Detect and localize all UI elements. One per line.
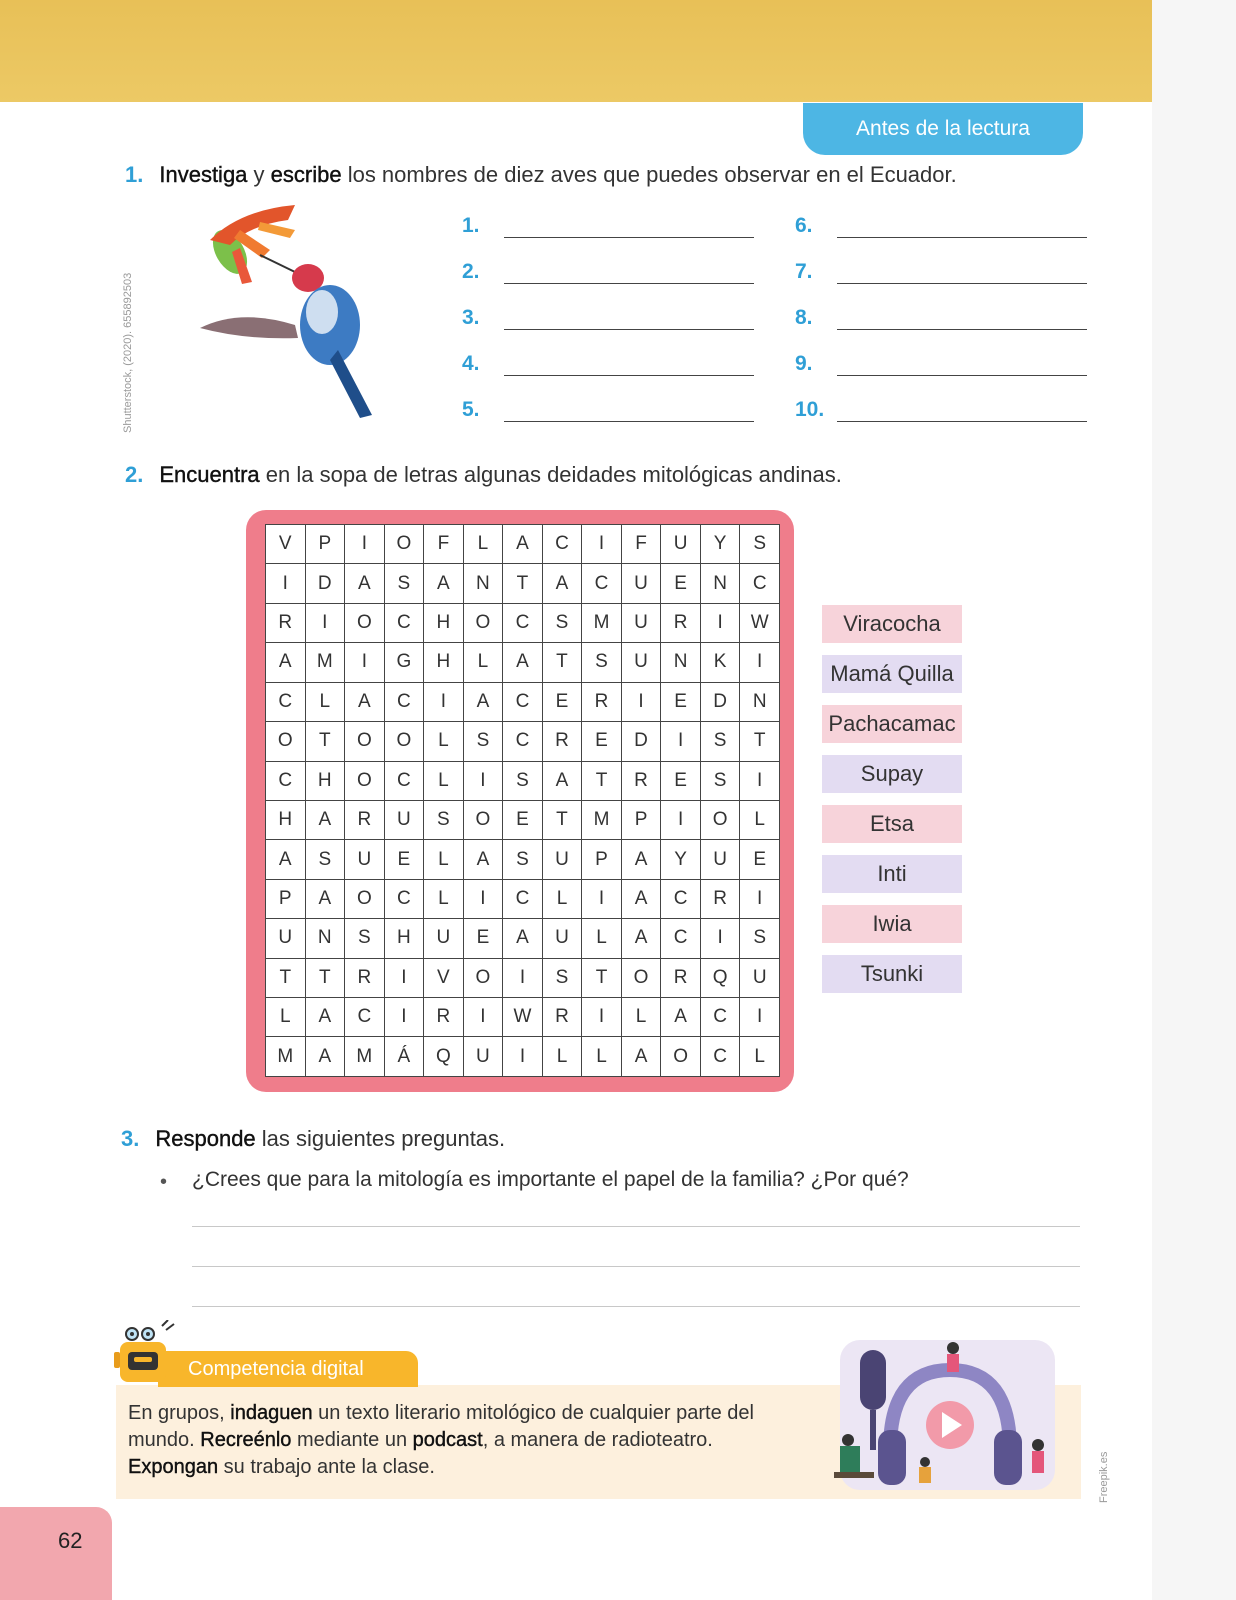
section-tab: Antes de la lectura [803,103,1083,155]
grid-cell[interactable]: U [424,919,464,958]
grid-cell[interactable]: T [740,722,780,761]
word-list-item: Inti [822,855,962,893]
grid-cell[interactable]: O [345,879,385,918]
grid-cell[interactable]: C [661,879,701,918]
grid-cell[interactable]: A [463,682,503,721]
grid-cell[interactable]: O [384,722,424,761]
grid-cell[interactable]: S [740,919,780,958]
grid-cell[interactable]: T [542,643,582,682]
answer-blank[interactable] [462,398,754,422]
grid-cell[interactable]: A [463,840,503,879]
instruction-verb: Responde [155,1126,256,1151]
grid-cell[interactable]: O [345,722,385,761]
grid-cell[interactable]: I [463,879,503,918]
grid-row [266,840,780,879]
grid-cell[interactable]: A [621,879,661,918]
blank-line [504,217,754,238]
word-list-item: Viracocha [822,605,962,643]
grid-cell[interactable]: U [661,525,701,564]
grid-cell[interactable]: U [621,603,661,642]
grid-cell[interactable]: I [345,525,385,564]
grid-cell[interactable]: C [542,525,582,564]
grid-cell[interactable]: R [582,682,622,721]
grid-cell[interactable]: A [542,761,582,800]
instruction-text: las siguientes preguntas. [255,1126,506,1151]
grid-cell[interactable]: T [266,958,306,997]
grid-cell[interactable]: L [582,919,622,958]
grid-cell[interactable]: I [463,761,503,800]
grid-cell[interactable]: E [740,840,780,879]
grid-cell[interactable]: M [305,643,345,682]
blank-line [504,355,754,376]
grid-cell[interactable]: I [463,998,503,1037]
grid-cell[interactable]: S [542,603,582,642]
blank-line [837,217,1087,238]
answer-line[interactable] [192,1266,1080,1267]
emphasis-text: Recreénlo [200,1429,292,1451]
text-span: En grupos, [128,1402,231,1424]
grid-cell[interactable]: L [424,722,464,761]
grid-cell[interactable]: U [266,919,306,958]
blank-number: 2. [462,260,480,283]
grid-cell[interactable]: W [740,603,780,642]
blank-number: 8. [795,306,813,329]
grid-cell[interactable]: I [384,958,424,997]
instruction-verb: escribe [270,162,342,187]
grid-cell[interactable]: C [503,722,543,761]
grid-cell[interactable]: N [700,564,740,603]
grid-cell[interactable]: R [661,958,701,997]
grid-cell[interactable]: O [463,603,503,642]
page-edge [1152,0,1236,1600]
grid-cell[interactable]: S [503,840,543,879]
instruction-text: en la sopa de letras algunas deidades mitológicas andinas. [259,462,842,487]
grid-cell[interactable]: R [542,998,582,1037]
grid-cell[interactable]: G [384,643,424,682]
grid-cell[interactable]: S [345,919,385,958]
grid-cell[interactable]: C [700,998,740,1037]
grid-cell[interactable]: U [542,840,582,879]
grid-cell[interactable]: A [305,879,345,918]
blank-number: 5. [462,398,480,421]
grid-cell[interactable]: E [384,840,424,879]
blank-line [837,355,1087,376]
blank-number: 6. [795,214,813,237]
word-list-item: Tsunki [822,955,962,993]
grid-cell[interactable]: I [740,761,780,800]
grid-cell[interactable]: L [266,998,306,1037]
instruction-text: y [247,162,271,187]
grid-cell[interactable]: A [621,1037,661,1077]
grid-cell[interactable]: A [305,1037,345,1077]
grid-cell[interactable]: I [740,643,780,682]
grid-cell[interactable]: K [700,643,740,682]
grid-cell[interactable]: R [345,958,385,997]
grid-cell[interactable]: I [661,800,701,839]
word-list-item: Supay [822,755,962,793]
grid-cell[interactable]: H [305,761,345,800]
blank-number: 7. [795,260,813,283]
grid-cell[interactable]: O [621,958,661,997]
blank-line [837,263,1087,284]
grid-cell[interactable]: E [661,682,701,721]
grid-cell[interactable]: L [424,761,464,800]
question-1-title [125,162,957,188]
grid-cell[interactable]: R [700,879,740,918]
grid-cell[interactable]: P [266,879,306,918]
grid-cell[interactable]: L [424,879,464,918]
grid-cell[interactable]: C [661,919,701,958]
grid-cell[interactable]: S [503,761,543,800]
blank-number: 1. [462,214,480,237]
blank-line [504,401,754,422]
blank-line [504,309,754,330]
blank-number: 4. [462,352,480,375]
grid-row [266,682,780,721]
grid-cell[interactable]: E [582,722,622,761]
grid-cell[interactable]: V [424,958,464,997]
grid-cell[interactable]: R [661,603,701,642]
grid-cell[interactable]: I [305,603,345,642]
blank-line [837,309,1087,330]
grid-cell[interactable]: T [582,761,622,800]
answer-line[interactable] [192,1306,1080,1307]
grid-cell[interactable]: I [266,564,306,603]
instruction-text: los nombres de diez aves que puedes observar en el Ecuador. [341,162,957,187]
answer-blank[interactable] [795,398,1087,422]
grid-cell[interactable]: A [305,800,345,839]
blank-line [837,401,1087,422]
grid-cell[interactable]: I [700,603,740,642]
grid-cell[interactable]: C [740,564,780,603]
answer-blank[interactable] [795,352,1087,376]
grid-cell[interactable]: U [740,958,780,997]
grid-cell[interactable]: L [582,1037,622,1077]
grid-cell[interactable]: I [582,879,622,918]
grid-cell[interactable]: C [266,682,306,721]
grid-cell[interactable]: O [345,761,385,800]
grid-row [266,958,780,997]
top-color-band [0,0,1152,102]
grid-cell[interactable]: U [384,800,424,839]
grid-cell[interactable]: U [542,919,582,958]
answer-blank[interactable] [462,352,754,376]
grid-cell[interactable]: I [582,998,622,1037]
grid-cell[interactable]: L [463,525,503,564]
grid-cell[interactable]: L [424,840,464,879]
grid-cell[interactable]: Y [661,840,701,879]
grid-cell[interactable]: L [542,1037,582,1077]
grid-cell[interactable]: F [621,525,661,564]
grid-cell[interactable]: L [542,879,582,918]
grid-cell[interactable]: C [700,1037,740,1077]
grid-cell[interactable]: E [661,761,701,800]
digital-competence-text [128,1400,778,1481]
grid-cell[interactable]: R [266,603,306,642]
grid-row [266,800,780,839]
word-search-grid[interactable] [265,524,780,1077]
grid-cell[interactable]: I [740,879,780,918]
grid-cell[interactable]: W [503,998,543,1037]
grid-cell[interactable]: O [463,958,503,997]
page-number-tab [0,1507,112,1600]
grid-row [266,722,780,761]
grid-cell[interactable]: H [424,603,464,642]
grid-cell[interactable]: C [266,761,306,800]
question-number: 1. [125,162,144,187]
grid-cell[interactable]: T [542,800,582,839]
robot-icon [112,1320,184,1392]
grid-cell[interactable]: N [661,643,701,682]
grid-cell[interactable]: O [661,1037,701,1077]
grid-cell[interactable]: C [503,879,543,918]
grid-cell[interactable]: M [345,1037,385,1077]
grid-cell[interactable]: S [582,643,622,682]
grid-cell[interactable]: L [740,800,780,839]
grid-cell[interactable]: U [345,840,385,879]
grid-cell[interactable]: A [266,840,306,879]
grid-cell[interactable]: C [582,564,622,603]
grid-cell[interactable]: U [700,840,740,879]
grid-row [266,564,780,603]
grid-cell[interactable]: A [345,682,385,721]
grid-cell[interactable]: U [463,1037,503,1077]
grid-cell[interactable]: I [661,722,701,761]
grid-cell[interactable]: E [542,682,582,721]
grid-cell[interactable]: I [621,682,661,721]
answer-blank[interactable] [462,214,754,238]
text-span: mediante un [291,1429,413,1451]
emphasis-text: indaguen [230,1402,313,1424]
image-credit: Freepik.es [1098,1451,1110,1503]
grid-cell[interactable]: F [424,525,464,564]
answer-blank[interactable] [795,214,1087,238]
grid-cell[interactable]: D [305,564,345,603]
grid-cell[interactable]: E [661,564,701,603]
grid-cell[interactable]: C [384,761,424,800]
grid-cell[interactable]: S [305,840,345,879]
grid-cell[interactable]: H [266,800,306,839]
text-span: su trabajo ante la clase. [218,1456,435,1478]
digital-competence-title: Competencia digital [158,1351,418,1387]
page-number: 62 [58,1528,83,1553]
grid-cell[interactable]: A [503,525,543,564]
grid-cell[interactable]: M [266,1037,306,1077]
grid-cell[interactable]: I [424,682,464,721]
emphasis-text: podcast [412,1429,483,1451]
grid-cell[interactable]: R [345,800,385,839]
emphasis-text: Expongan [128,1456,219,1478]
grid-cell[interactable]: L [740,1037,780,1077]
grid-cell[interactable]: E [463,919,503,958]
grid-cell[interactable]: D [621,722,661,761]
grid-cell[interactable]: S [700,722,740,761]
question-3-title [121,1126,505,1152]
grid-row [266,998,780,1037]
grid-cell[interactable]: I [345,643,385,682]
question-text: ¿Crees que para la mitología es importante el papel de la familia? ¿Por qué? [192,1168,909,1191]
answer-line[interactable] [192,1226,1080,1227]
grid-cell[interactable]: N [305,919,345,958]
grid-cell[interactable]: T [582,958,622,997]
grid-cell[interactable]: C [384,879,424,918]
grid-cell[interactable]: L [621,998,661,1037]
word-list-item: Pachacamac [822,705,962,743]
grid-cell[interactable]: R [542,722,582,761]
text-span: , a manera de radioteatro. [482,1429,713,1451]
grid-cell[interactable]: C [384,682,424,721]
grid-cell[interactable]: C [503,603,543,642]
grid-row [266,1037,780,1077]
grid-cell[interactable]: Q [424,1037,464,1077]
grid-cell[interactable]: S [384,564,424,603]
grid-cell[interactable]: P [621,800,661,839]
grid-cell[interactable]: A [621,840,661,879]
grid-cell[interactable]: O [700,800,740,839]
grid-cell[interactable]: A [305,998,345,1037]
grid-cell[interactable]: Á [384,1037,424,1077]
grid-cell[interactable]: I [384,998,424,1037]
grid-row [266,761,780,800]
grid-cell[interactable]: U [621,564,661,603]
blank-number: 3. [462,306,480,329]
text-span: un texto literario mitológico de cualquier parte del mundo. [128,1402,754,1451]
grid-cell[interactable]: A [503,643,543,682]
grid-cell[interactable]: R [621,761,661,800]
question-number: 3. [121,1126,140,1151]
grid-cell[interactable]: M [582,800,622,839]
grid-cell[interactable]: H [424,643,464,682]
grid-cell[interactable]: A [542,564,582,603]
question-2-title [125,462,842,488]
grid-cell[interactable]: R [424,998,464,1037]
grid-cell[interactable]: I [740,998,780,1037]
answer-blank[interactable] [795,306,1087,330]
grid-cell[interactable]: H [384,919,424,958]
answer-blank[interactable] [795,260,1087,284]
grid-cell[interactable]: O [384,525,424,564]
grid-cell[interactable]: N [740,682,780,721]
grid-cell[interactable]: L [463,643,503,682]
word-list-item: Iwia [822,905,962,943]
grid-cell[interactable]: S [542,958,582,997]
grid-cell[interactable]: D [700,682,740,721]
grid-cell[interactable]: C [384,603,424,642]
grid-cell[interactable]: A [621,919,661,958]
grid-row [266,879,780,918]
grid-cell[interactable]: V [266,525,306,564]
grid-cell[interactable]: M [582,603,622,642]
grid-row [266,603,780,642]
grid-cell[interactable]: O [345,603,385,642]
bullet: • [160,1171,168,1193]
grid-cell[interactable]: S [740,525,780,564]
blank-number: 9. [795,352,813,375]
grid-cell[interactable]: I [503,1037,543,1077]
grid-cell[interactable]: A [661,998,701,1037]
grid-row [266,919,780,958]
grid-row [266,525,780,564]
grid-cell[interactable]: U [621,643,661,682]
grid-cell[interactable]: T [503,564,543,603]
hummingbird-illustration [200,200,400,425]
grid-cell[interactable]: C [503,682,543,721]
question-number: 2. [125,462,144,487]
grid-cell[interactable]: S [463,722,503,761]
grid-cell[interactable]: A [503,919,543,958]
instruction-verb: Investiga [159,162,248,187]
word-list-item: Mamá Quilla [822,655,962,693]
grid-cell[interactable]: P [305,525,345,564]
answer-blank[interactable] [462,260,754,284]
blank-number: 10. [795,398,825,421]
grid-cell[interactable]: I [503,958,543,997]
blank-line [504,263,754,284]
grid-cell[interactable]: C [345,998,385,1037]
grid-cell[interactable]: T [305,958,345,997]
podcast-illustration [820,1330,1070,1500]
grid-cell[interactable]: S [700,761,740,800]
grid-cell[interactable]: I [582,525,622,564]
grid-cell[interactable]: Y [700,525,740,564]
image-credit: Shutterstock, (2020). 655892503 [122,272,134,433]
grid-cell[interactable]: I [700,919,740,958]
grid-cell[interactable]: A [424,564,464,603]
word-list-item: Etsa [822,805,962,843]
grid-cell[interactable]: N [463,564,503,603]
instruction-verb: Encuentra [159,462,260,487]
answer-blank[interactable] [462,306,754,330]
grid-cell[interactable]: E [503,800,543,839]
grid-cell[interactable]: S [424,800,464,839]
grid-cell[interactable]: A [345,564,385,603]
grid-cell[interactable]: P [582,840,622,879]
grid-cell[interactable]: O [266,722,306,761]
grid-cell[interactable]: T [305,722,345,761]
grid-row [266,643,780,682]
grid-cell[interactable]: L [305,682,345,721]
grid-cell[interactable]: O [463,800,503,839]
grid-cell[interactable]: A [266,643,306,682]
grid-cell[interactable]: Q [700,958,740,997]
